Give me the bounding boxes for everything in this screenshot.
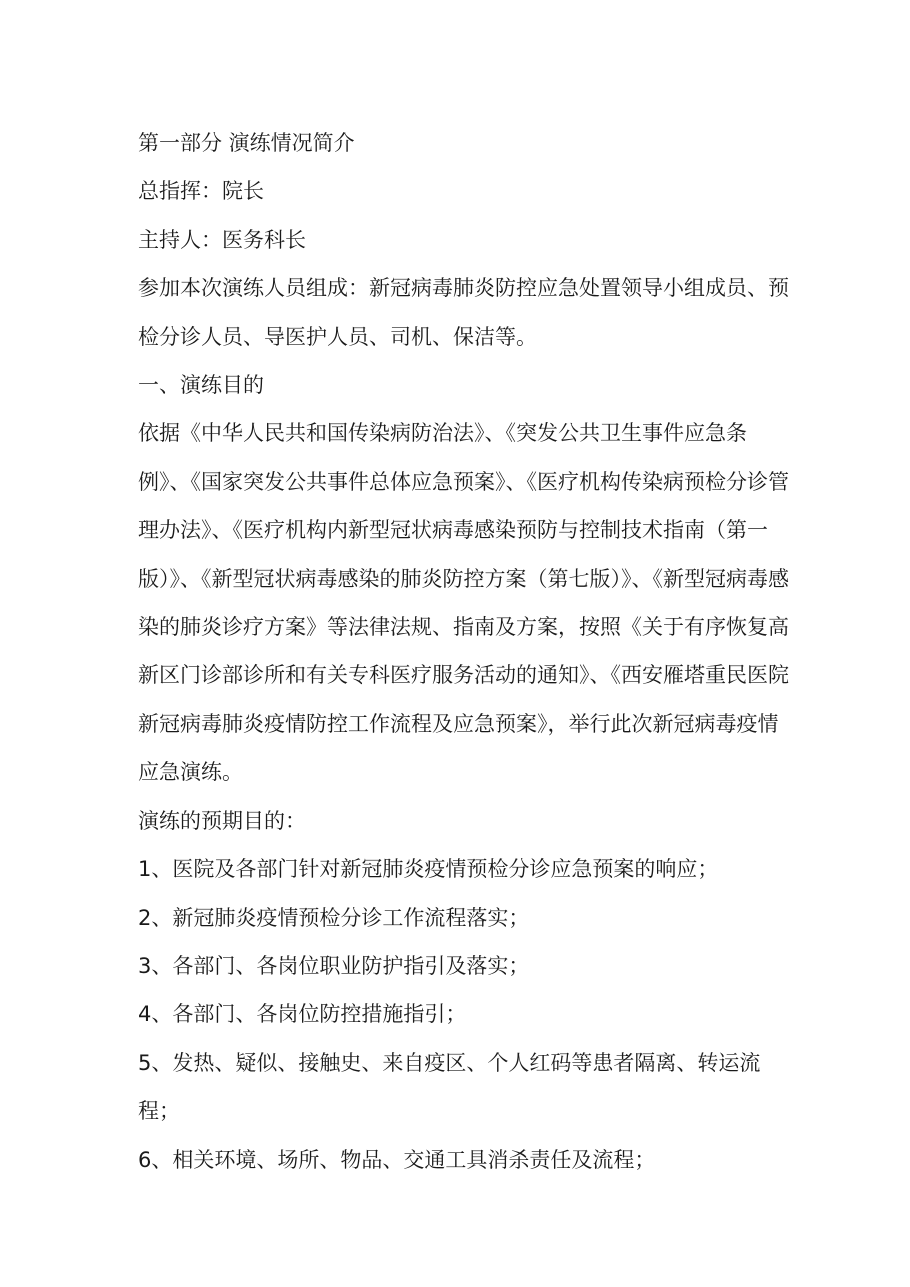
goal-item: 3、各部门、各岗位职业防护指引及落实； bbox=[138, 953, 530, 978]
host-line: 主持人：医务科长 bbox=[138, 227, 306, 252]
section-title: 第一部分 演练情况简介 bbox=[138, 131, 355, 155]
goal-item: 4、各部门、各岗位防控措施指引； bbox=[138, 1002, 467, 1027]
goal-item: 6、相关环境、场所、物品、交通工具消杀责任及流程； bbox=[138, 1147, 656, 1172]
goal-item: 1、医院及各部门针对新冠肺炎疫情预检分诊应急预案的响应； bbox=[138, 857, 719, 882]
purpose-heading: 一、演练目的 bbox=[138, 373, 264, 398]
basis-paragraph: 依据《中华人民共和国传染病防治法》、《突发公共卫生事件应急条例》、《国家突发公共事件总体应急预案》、《医疗机构传染病预检分诊管理办法》、《医疗机构内新型冠状病毒感染预防与控制技术指南（第一版）》、《新型冠状病毒感染的肺炎防控方案（第七版）》、《新型冠病毒感染的肺炎诊疗方案》等法律法规、指南及方案，按照《关于有序恢复高新区门诊部诊所和有关专科医疗服务活动的通知》、《西安雁塔重民医院新冠病毒肺炎疫情防控工作流程及应急预案》，举行此次新冠病毒疫情应急演练。 bbox=[138, 421, 789, 785]
expected-heading: 演练的预期目的： bbox=[138, 808, 306, 833]
commander-line: 总指挥：院长 bbox=[138, 179, 264, 204]
document-page bbox=[138, 119, 794, 1184]
participants-paragraph: 参加本次演练人员组成：新冠病毒肺炎防控应急处置领导小组成员、预检分诊人员、导医护人员、司机、保洁等。 bbox=[138, 276, 789, 349]
goal-item: 2、新冠肺炎疫情预检分诊工作流程落实； bbox=[138, 905, 530, 930]
goal-item: 5、发热、疑似、接触史、来自疫区、个人红码等患者隔离、转运流程； bbox=[138, 1050, 761, 1124]
